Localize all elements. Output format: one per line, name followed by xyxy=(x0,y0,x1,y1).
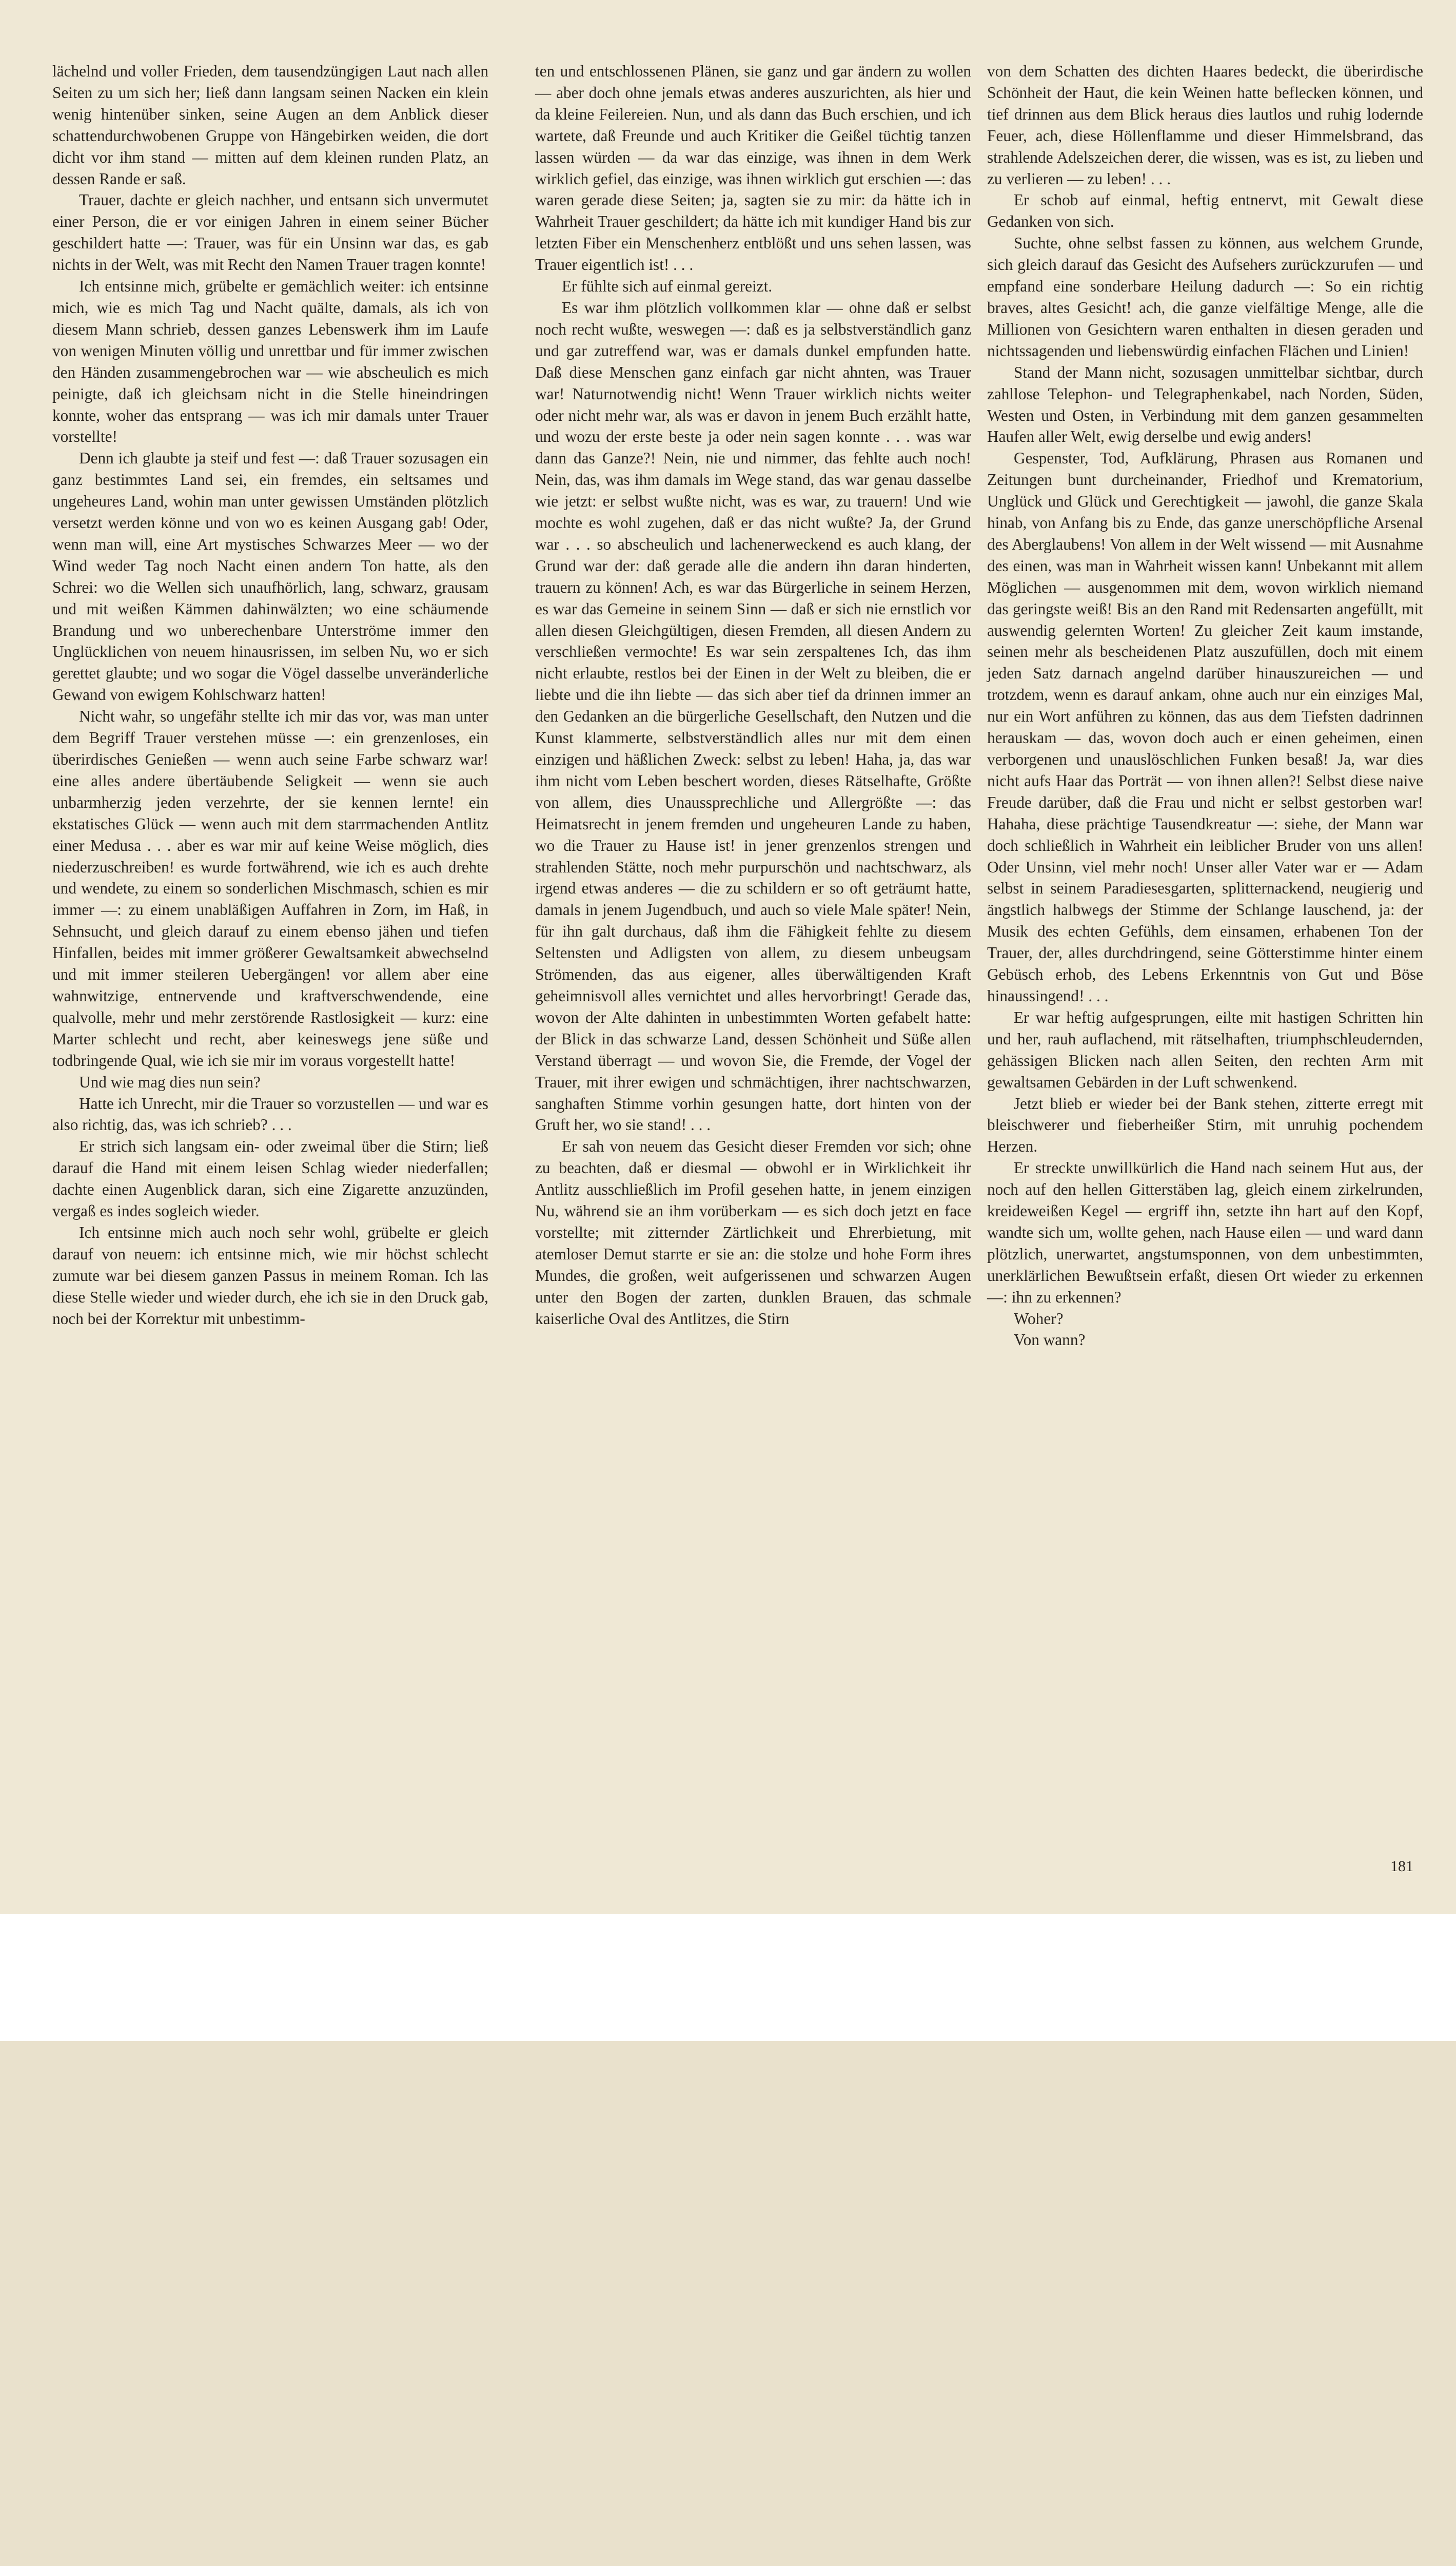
paragraph: Ich entsinne mich auch noch sehr wohl, grübelte er gleich darauf von neuem: ich entsinne mich, wie mir höchst schlecht zumute war bei diesem ganzen Passus in meinem Roman. Ich las diese Stelle wieder und wieder durch, ehe ich sie in den Druck gab, noch bei der Korrektur mit unbestimm- xyxy=(52,1223,488,1328)
paragraph: Es war ihm plötzlich vollkommen klar — ohne daß er selbst noch recht wußte, weswegen —: daß es ja selbstverständlich ganz und gar zutreffend war, was er damals dunkel empfunden hatte. Daß diese Menschen ganz einfach gar nicht ahnten, was Trauer war! Naturnotwendig nicht! Wenn Trauer wirklich nichts weiter oder nicht mehr war, als was er davon in jenem Buch erzählt hatte, und wozu der erste beste ja oder nein sagen konnte . . . was war dann das Ganze?! Nein, nie und nimmer, das fehlte auch noch! Nein, das, was ihm damals im Wege stand, das war genau dasselbe wie jetzt: er selbst wußte nicht, was es war, zu trauern! Und wie mochte es wohl zugehen, daß er das nicht wußte? Ja, der Grund war . . . so abscheulich und lachenerweckend es auch klang, der Grund war der: daß gerade alle die andern ihn daran hinderten, trauern zu können! Ach, es war das Bürgerliche in seinem Herzen, es war das Gemeine in seinem Sinn — daß er sich nie ernstlich vor allen diesen Gleichgültigen, diesen Fremden, all diesen Andern zu verschließen vermochte! Es war sein zerspaltenes Ich, das ihm nicht erlaubte, restlos bei der Einen in der Welt zu bleiben, die er liebte und die ihn liebte — das sich aber tief da drinnen immer an den Gedanken an die bürgerliche Gesellschaft, den Nutzen und die Kunst klammerte, selbstverständlich alles nur mit dem einen einzigen und häßlichen Zweck: selbst zu leben! Haha, ja, das war ihm nicht vom Leben beschert worden, dieses Rätselhafte, Größte von allem, dies Unaussprechliche und Allergrößte —: das Heimatsrecht in jenem fremden und ungeheuren Lande zu haben, wo die Trauer zu Hause ist! in jener grenzenlos strengen und strahlenden Stätte, noch mehr purpurschön und nachtschwarz, als irgend etwas anderes — die zu schildern er so oft geträumt hatte, damals in jenem Jugendbuch, und auch so viele Male später! Nein, für ihn galt durchaus, daß ihm die Fähigkeit fehlte zu diesem Seltensten und Adligsten von allem, zu diesem unbeugsam Strömenden, das aus eigener, alles überwältigenden Kraft geheimnisvoll alles vernichtet und alles hervorbringt! Gerade das, wovon der Alte dahinten in unbestimmten Worten gefabelt hatte: der Blick in das schwarze Land, dessen Schönheit und Süße allen Verstand überragt — und wovon Sie, die Fremde, der Vogel der Trauer, mit ihrer ewigen und schmächtigen, ihrer nachtschwarzen, sanghaften Stimme vorhin gesungen hatte, dort hinten von der Gruft her, wo sie stand! . . . xyxy=(535,298,971,1134)
paragraph: Und wie mag dies nun sein? xyxy=(79,1073,261,1091)
page-number: 181 xyxy=(1390,1858,1413,1875)
text-column-1 xyxy=(52,61,488,1329)
paragraph: Hatte ich Unrecht, mir die Trauer so vorzustellen — und war es also richtig, das, was ich schrieb? . . . xyxy=(52,1094,488,1134)
paragraph: ten und entschlossenen Plänen, sie ganz und gar ändern zu wollen — aber doch ohne jemals etwas anderes auszurichten, als hier und da kleine Feilereien. Nun, und als dann das Buch erschien, und ich wartete, daß Freunde und auch Kritiker die Geißel tüchtig tanzen lassen würden — da war das einzige, was ihnen in dem Werk wirklich gefiel, das einzige, was ihnen wirklich gut erschien —: das waren gerade diese Seiten; ja, sagten sie zu mir: da hätte ich in Wahrheit Trauer geschildert; da hätte ich mit kundiger Hand bis zur letzten Fiber ein Menschenherz entblößt und uns sehen lassen, was Trauer eigentlich ist! . . . xyxy=(535,62,971,274)
paragraph: Er sah von neuem das Gesicht dieser Fremden vor sich; ohne zu beachten, daß er diesmal — obwohl er in Wirklichkeit ihr Antlitz ausschließlich im Profil gesehen hatte, in jenem einzigen Nu, während sie an ihm vorüberkam — es sich doch jetzt en face vorstellte; mit zitternder Zärtlichkeit und Ehrerbietung, mit atemloser Demut starrte er sie an: die stolze und hohe Form ihres Mundes, die großen, weit aufgerissenen und schwarzen Augen unter den Bogen der zarten, dunklen Brauen, das schmale kaiserliche Oval des Antlitzes, die Stirn xyxy=(535,1137,971,1328)
paragraph: Er streckte unwillkürlich die Hand nach seinem Hut aus, der noch auf den hellen Gitterstäben lag, gleich einem zirkelrunden, kreideweißen Kegel — ergriff ihn, setzte ihn hart auf den Kopf, wandte sich um, wollte gehen, nach Hause eilen — und ward dann plötzlich, unerwartet, angstumsponnen, von dem unbestimmten, unerklärlichen Bewußtsein erfaßt, diesen Ort wieder zu erkennen —: ihn zu erkennen? xyxy=(987,1159,1423,1306)
paragraph: lächelnd und voller Frieden, dem tausendzüngigen Laut nach allen Seiten zu um sich her; ließ dann langsam seinen Nacken ein klein wenig hintenüber sinken, seine Augen an dem Anblick dieser schattendurchwobenen Gruppe von Hängebirken weiden, die dort dicht vor ihm stand — mitten auf dem kleinen runden Platz, an dessen Rande er saß. xyxy=(52,62,488,188)
paragraph: Suchte, ohne selbst fassen zu können, aus welchem Grunde, sich gleich darauf das Gesicht des Aufsehers zurückzurufen — und empfand eine sonderbare Heilung dadurch —: So ein richtig braves, altes Gesicht! ach, die ganze vielfältige Menge, alle die Millionen von Gesichtern waren enthalten in diesen geraden und nichtssagenden und liebenswürdig einfachen Flächen und Linien! xyxy=(987,234,1423,360)
paragraph: Er fühlte sich auf einmal gereizt. xyxy=(562,277,773,296)
paragraph: Woher? xyxy=(1014,1309,1064,1328)
paragraph: Er strich sich langsam ein- oder zweimal über die Stirn; ließ darauf die Hand mit einem leisen Schlag wieder niederfallen; dachte einen Augenblick daran, sich eine Zigarette anzuzünden, vergaß es indes sogleich wieder. xyxy=(52,1137,488,1220)
paragraph: Nicht wahr, so ungefähr stellte ich mir das vor, was man unter dem Begriff Trauer verstehen müsse —: ein grenzenloses, ein überirdisches Genießen — wenn auch seine Farbe schwarz war! eine alles andere übertäubende Seligkeit — wenn sie auch unbarmherzig jeden verzehrte, der sie kennen lernte! ein ekstatisches Glück — wenn auch mit dem starrmachenden Antlitz einer Medusa . . . aber es war mir auf keine Weise möglich, dies niederzuschreiben! es wurde fortwährend, wie ich es auch drehte und wendete, zu einem so sonderlichen Mischmasch, schien es mir immer —: zu einem unabläßigen Auffahren in Zorn, im Haß, in Sehnsucht, und gleich darauf zu einem ebenso jähen und tiefen Hinfallen, beides mit immer größerer Gewaltsamkeit abwechselnd und mit immer steileren Uebergängen! vor allem aber eine wahnwitzige, entnervende und kraftverschwendende, eine qualvolle, mehr und mehr zerstörende Rastlosigkeit — kurz: eine Marter schlecht und recht, aber keineswegs jene süße und todbringende Qual, wie ich sie mir im voraus vorgestellt hatte! xyxy=(52,707,488,1070)
paragraph: Denn ich glaubte ja steif und fest —: daß Trauer sozusagen ein ganz bestimmtes Land sei, ein fremdes, ein seltsames und ungeheures Land, wohin man unter gewissen Umständen plötzlich versetzt werden könne und von wo es keinen Ausgang gab! Oder, wenn man will, eine Art mystisches Schwarzes Meer — wo der Wind weder Tag noch Nacht einen andern Ton hatte, als den Schrei: wo die Wellen sich unaufhörlich, lang, schwarz, grausam und mit weißen Kämmen dahinwälzten; wo eine schäumende Brandung und wo unberechenbare Unterströme immer den Unglücklichen von neuem hinausrissen, im selben Nu, wo er sich gerettet glaubte; und wo sogar die Vögel dasselbe unveränderliche Gewand von ewigem Kohlschwarz hatten! xyxy=(52,449,488,704)
paragraph: Stand der Mann nicht, sozusagen unmittelbar sichtbar, durch zahllose Telephon- und Telegraphenkabel, nach Norden, Süden, Westen und Osten, in Verbindung mit dem ganzen gesammelten Haufen aller Welt, ewig derselbe und ewig anders! xyxy=(987,363,1423,446)
paragraph: Trauer, dachte er gleich nachher, und entsann sich unvermutet einer Person, die er vor einigen Jahren in einem seiner Bücher geschildert hatte —: Trauer, was für ein Unsinn war das, es gab nichts in der Welt, was mit Recht den Namen Trauer tragen konnte! xyxy=(52,191,488,274)
paragraph: Er war heftig aufgesprungen, eilte mit hastigen Schritten hin und her, rauh auflachend, mit rätselhaften, triumphschleudernden, gehässigen Blicken nach allen Seiten, den rechten Arm mit gewaltsamen Gebärden in der Luft schwenkend. xyxy=(987,1008,1423,1091)
paragraph: Jetzt blieb er wieder bei der Bank stehen, zitterte erregt mit bleischwerer und fieberheißer Stirn, mit unruhig pochendem Herzen. xyxy=(987,1094,1423,1156)
paragraph: Er schob auf einmal, heftig entnervt, mit Gewalt diese Gedanken von sich. xyxy=(987,191,1423,231)
paragraph: Von wann? xyxy=(1014,1331,1086,1349)
paragraph: Ich entsinne mich, grübelte er gemächlich weiter: ich entsinne mich, wie es mich Tag und Nacht quälte, damals, als ich von diesem Mann schrieb, dessen ganzes Lebenswerk ihm im Laufe von wenigen Minuten völlig und unrettbar und für immer zwischen den Händen zusammengebrochen war — wie abscheulich es mich peinigte, daß ich gleichsam nicht in die Stelle hineindringen konnte, woher das entsprang — was ich mir damals unter Trauer vorstellte! xyxy=(52,277,488,446)
viewer-footer xyxy=(0,1914,1456,2041)
paragraph: von dem Schatten des dichten Haares bedeckt, die überirdische Schönheit der Haut, die kein Weinen hatte beflecken können, und tief drinnen aus dem Blick heraus dies lautlos und ruhig lodernde Feuer, ach, diese Höllenflamme und dieser Himmelsbrand, das strahlende Adelszeichen derer, die wissen, was es ist, zu lieben und zu verlieren — zu leben! . . . xyxy=(987,62,1423,188)
paragraph: Gespenster, Tod, Aufklärung, Phrasen aus Romanen und Zeitungen bunt durcheinander, Friedhof und Krematorium, Unglück und Glück und Gerechtigkeit — jawohl, die ganze Skala hinab, von Anfang bis zu Ende, das ganze unerschöpfliche Arsenal des Aberglaubens! Von allem in der Welt wissend — mit Ausnahme des einen, was man in Wahrheit wissen kann! Unbekannt mit allem Möglichen — ausgenommen mit dem, wovon wirklich niemand das geringste weiß! Bis an den Rand mit Redensarten angefüllt, mit auswendig gelernten Worten! Zu gleicher Zeit kaum imstande, seinen mehr als bescheidenen Platz auszufüllen, doch mit einem jeden Satz darnach angelnd darüber hinauszureichen — und trotzdem, wenn es darauf ankam, ohne auch nur ein einziges Mal, nur ein Wort anführen zu können, das aus dem Tiefsten dadrinnen herauskam — das, wovon doch auch er einen geheimen, einen verborgenen und unauslöschlichen Funken besaß! Ja, war dies nicht aufs Haar das Porträt — von ihnen allen?! Selbst diese naive Freude darüber, daß die Frau und nicht er selbst gestorben war! Hahaha, diese prächtige Tausendkreatur —: siehe, der Mann war doch schließlich in Wahrheit ein leiblicher Bruder von uns allen! Oder Unsinn, viel mehr noch! Unser aller Vater war er — Adam selbst in seinem Paradiesesgarten, splitternackend, neugierig und ängstlich halbwegs der Stimme der Schlange lauschend, ja: der Musik des echten Gefühls, dem einsamen, erhabenen Ton der Trauer, der, alles durchdringend, seine Götterstimme hinter einem Gebüsch erhob, des Lebens Erkenntnis von Gut und Böse hinaussingend! . . . xyxy=(987,449,1423,1005)
text-column-3 xyxy=(987,61,1423,1351)
text-column-2 xyxy=(535,61,971,1329)
